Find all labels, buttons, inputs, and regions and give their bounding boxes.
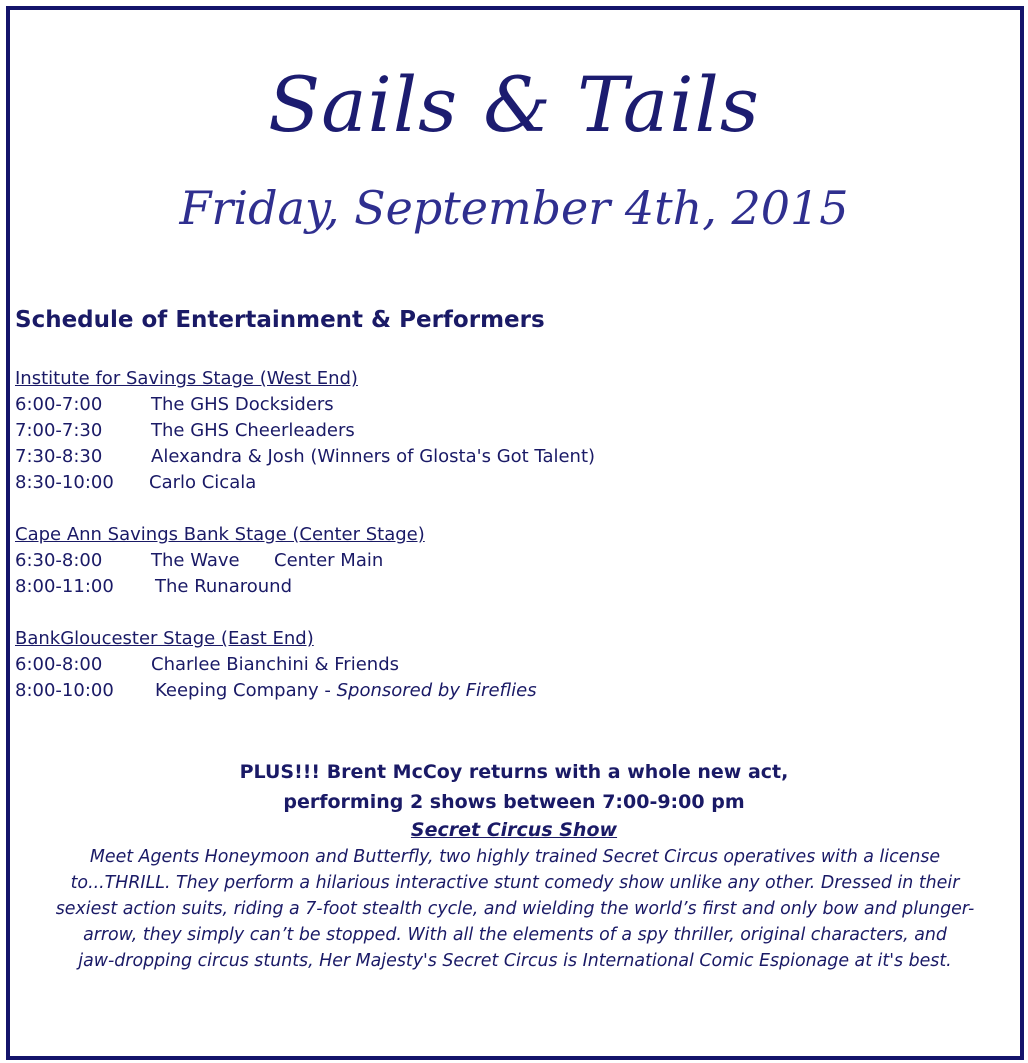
slot-extra: Center Main [274,550,384,571]
schedule-row [15,470,358,496]
description-line: arrow, they simply can’t be stopped. With all the elements of a spy thriller, original characters, and [83,925,947,945]
schedule-row [15,444,596,470]
slot-time: 8:30-10:00 [15,472,114,493]
stage-name: Institute for Savings Stage (West End) [15,368,358,389]
slot-act: The GHS Docksiders [151,394,334,415]
show-title: Secret Circus Show [410,819,618,841]
announcement-line: performing 2 shows between 7:00-9:00 pm [283,791,745,813]
slot-time: 7:30-8:30 [15,446,103,467]
show-description [18,844,1012,974]
description-line: sexiest action suits, riding a 7-foot stealth cycle, and wielding the world’s first and only bow and plunger- [55,899,975,919]
announcement-line: PLUS!!! Brent McCoy returns with a whole new act, [239,761,789,783]
stage-name: BankGloucester Stage (East End) [15,628,314,649]
slot-time: 6:00-8:00 [15,654,103,675]
schedule-row [15,678,537,704]
description-line: to...THRILL. They perform a hilarious interactive stunt comedy show unlike any other. Dressed in their [70,873,960,893]
special-announcement [0,757,1028,817]
slot-act: Carlo Cicala [149,472,257,493]
stage-center [15,522,425,600]
stage-east-end [15,626,537,704]
slot-time: 8:00-11:00 [15,576,114,597]
schedule-heading: Schedule of Entertainment & Performers [15,307,545,333]
schedule-row [15,418,358,444]
slot-time: 6:00-7:00 [15,394,103,415]
schedule-row [15,652,399,678]
event-title: Sails & Tails [268,60,760,149]
slot-act-name: Keeping Company - [155,680,337,701]
description-line: jaw-dropping circus stunts, Her Majesty's Secret Circus is International Comic Espionage at it's best. [78,951,952,971]
description-line: Meet Agents Honeymoon and Butterfly, two highly trained Secret Circus operatives with a license [89,847,941,867]
slot-act: The Runaround [155,576,293,597]
slot-act: Charlee Bianchini & Friends [151,654,399,675]
slot-act: The Wave [151,550,240,571]
slot-time: 8:00-10:00 [15,680,114,701]
schedule-row [15,548,425,574]
slot-sponsor: Sponsored by Fireflies [336,680,537,701]
stage-west-end [15,366,596,496]
schedule-row [15,574,425,600]
slot-time: 6:30-8:00 [15,550,103,571]
event-date: Friday, September 4th, 2015 [179,181,849,235]
slot-act: Alexandra & Josh (Winners of Glosta's Got Talent) [151,446,596,467]
slot-act: The GHS Cheerleaders [151,420,355,441]
schedule-row [15,392,358,418]
slot-act [155,678,537,704]
stage-name: Cape Ann Savings Bank Stage (Center Stage) [15,524,425,545]
slot-time: 7:00-7:30 [15,420,103,441]
